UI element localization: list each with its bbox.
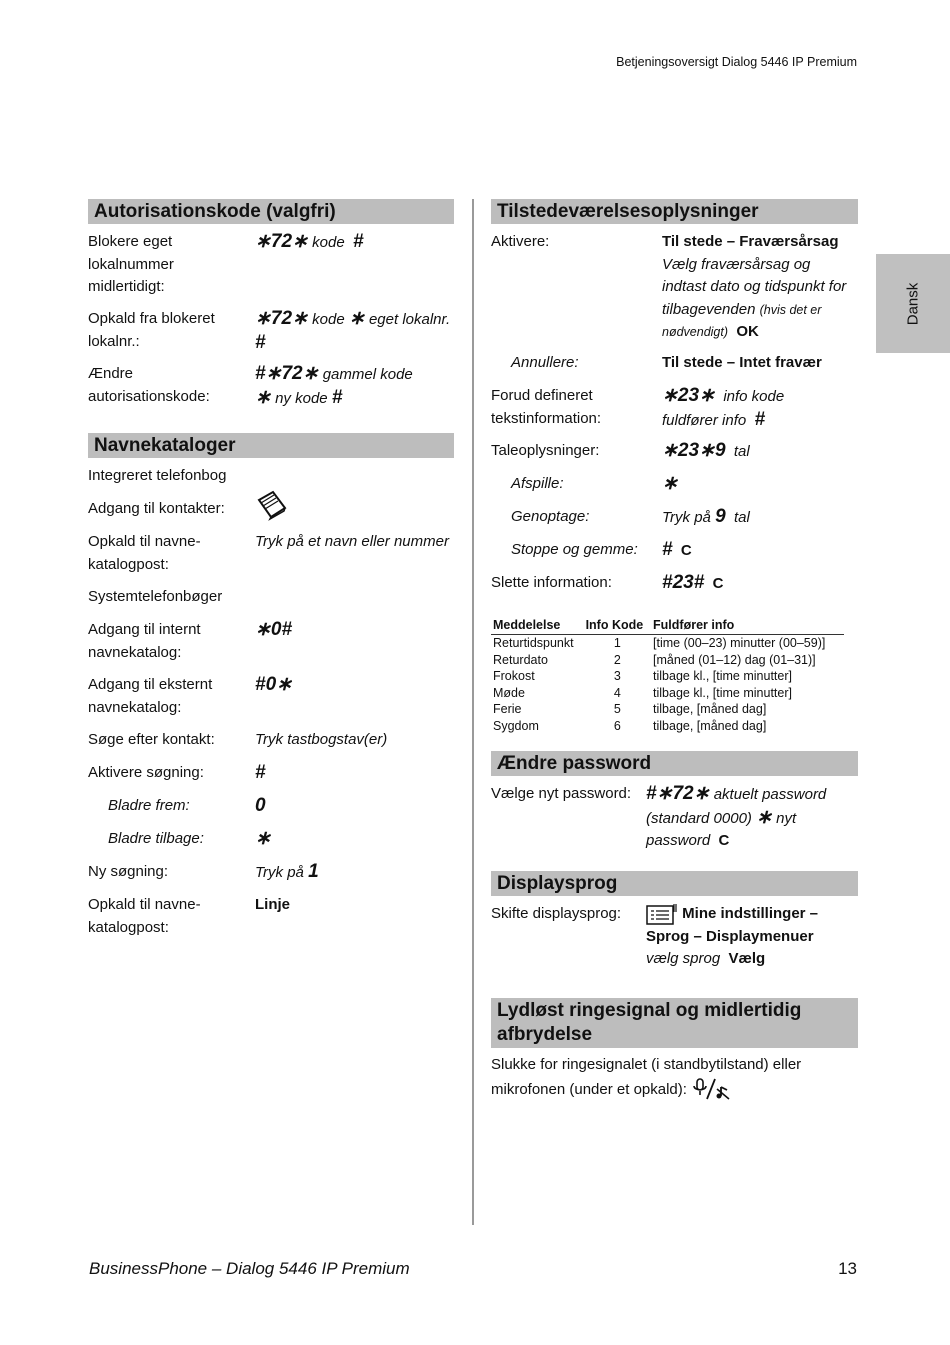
right-column (491, 199, 858, 1103)
running-header: Betjeningsoversigt Dialog 5446 IP Premium (616, 55, 857, 69)
key-code: ∗23∗9 (662, 440, 726, 461)
table-cell: tilbage, [måned dag] (653, 718, 767, 733)
table-cell: tilbage, [måned dag] (653, 702, 767, 716)
language-tab (876, 254, 950, 353)
call-catalog-row (88, 531, 454, 586)
display-section-title: Displaysprog (491, 871, 858, 896)
footer-title: BusinessPhone – Dialog 5446 IP Premium (89, 1259, 410, 1278)
auth-row-block (88, 231, 454, 297)
play-label: Afspille: (511, 475, 564, 492)
cancel-label: Annullere: (511, 354, 579, 371)
predefined-label: Forud defineret tekstinformation: (491, 387, 602, 427)
voice-label: Taleoplysninger: (491, 442, 600, 459)
stop-row (491, 539, 858, 572)
internal-code: ∗0# (255, 619, 293, 640)
page-number: 13 (838, 1259, 857, 1278)
call2-label: Opkald til navne-katalogpost: (88, 896, 201, 936)
record-key: 9 (715, 506, 726, 527)
table-row (491, 652, 844, 669)
key-code: #23# (662, 572, 705, 593)
play-key: ∗ (662, 473, 678, 494)
presence-instruction: Vælg fraværsårsag og indtast dato og tidspunkt for tilbagevenden (662, 255, 847, 318)
code-text: kode (312, 311, 345, 328)
search-row (88, 729, 454, 762)
new-search-text: Tryk på (255, 864, 304, 881)
password-section-title: Ændre password (491, 751, 858, 776)
names-subheading-system: Systemtelefonbøger (88, 588, 223, 605)
table-cell: 3 (613, 669, 621, 683)
voice-row (491, 440, 858, 473)
left-column (88, 199, 454, 938)
password-label: Vælge nyt password: (491, 785, 632, 802)
presence-cancel-row (491, 352, 858, 385)
hash-key: # (353, 231, 364, 252)
record-text: tal (734, 509, 750, 526)
display-instruction: vælg sprog (646, 950, 721, 967)
mute-section-title: Lydløst ringesignal og midlertidig afbrydelse (491, 998, 858, 1048)
table-cell: Returdato (493, 652, 548, 667)
stop-label: Stoppe og gemme: (511, 541, 638, 558)
activate-row (88, 762, 454, 795)
table-header: Fuldfører info (651, 616, 844, 635)
code-text: ny kode (275, 389, 328, 407)
forward-key: 0 (255, 795, 266, 816)
code-text: tal (733, 443, 750, 460)
forward-label: Bladre frem: (108, 797, 190, 814)
table-row (491, 701, 844, 718)
password-row (491, 783, 858, 853)
mute-text: Slukke for ringesignalet (i standbytilstand) eller mikrofonen (under et opkald): (491, 1056, 802, 1098)
table-cell: Frokost (493, 669, 535, 683)
search-value: Tryk tastbogstav(er) (255, 731, 388, 748)
names-subheading-integrated: Integreret telefonbog (88, 467, 227, 484)
star-key: ∗ (756, 806, 772, 828)
table-cell: [time (00–23) minutter (00–59)] (653, 636, 826, 650)
record-row (491, 506, 858, 539)
activate-label: Aktivere søgning: (88, 764, 204, 781)
table-cell: 2 (613, 652, 621, 667)
table-cell: Returtidspunkt (493, 636, 574, 650)
record-label: Genoptage: (511, 508, 590, 525)
stop-key: # (662, 539, 673, 560)
internal-row (88, 619, 454, 674)
code-text: info kode (723, 388, 785, 405)
hash-key: # (331, 386, 343, 408)
column-divider (472, 199, 474, 1225)
code-text: gammel kode (322, 366, 413, 383)
delete-row (491, 572, 858, 605)
new-search-row (88, 861, 454, 894)
table-header: Info Kode (584, 616, 651, 635)
line-button-label: Linje (255, 896, 291, 913)
auth-row-label: Blokere eget lokalnummer midlertidigt: (88, 233, 174, 295)
key-code: ∗72∗ (255, 231, 308, 252)
table-cell: 1 (613, 636, 621, 650)
table-cell: 6 (613, 718, 621, 733)
auth-row-label: Ændre autorisationskode: (88, 365, 210, 405)
mute-icon (691, 1077, 733, 1103)
internal-label: Adgang til internt navnekatalog: (88, 621, 201, 661)
language-tab-label: Dansk (904, 282, 922, 325)
c-key: C (718, 832, 730, 849)
activate-label: Aktivere: (491, 233, 550, 250)
settings-menu-icon (646, 903, 678, 925)
call-catalog-value: Tryk på et navn eller nummer (255, 533, 449, 550)
auth-row-change (88, 363, 454, 407)
display-row (491, 903, 858, 986)
external-code: #0∗ (255, 674, 293, 695)
auth-row-call (88, 308, 454, 352)
cancel-value: Til stede – Intet fravær (662, 354, 822, 371)
c-key: C (712, 575, 724, 592)
ok-label: OK (736, 323, 759, 340)
select-label: Vælg (728, 950, 766, 967)
star-key: ∗ (348, 308, 365, 329)
table-cell: tilbage kl., [time minutter] (653, 669, 792, 683)
names-section-title: Navnekataloger (88, 433, 454, 458)
display-menu-path: Mine indstillinger – Sprog – Displaymenuer (646, 905, 819, 945)
activate-key: # (255, 762, 266, 783)
password-text: aktuelt password (standard 0000) (646, 786, 827, 827)
info-code-table (491, 616, 844, 734)
table-cell: Ferie (493, 702, 522, 716)
forward-row (88, 795, 454, 828)
phonebook-icon (255, 488, 289, 522)
call2-row (88, 894, 454, 938)
key-code: ∗72∗ (255, 308, 308, 329)
presence-note: (hvis det er nødvendigt) (662, 302, 822, 339)
key-code: #∗72∗ (646, 783, 710, 804)
star-key: ∗ (255, 386, 271, 408)
new-search-label: Ny søgning: (88, 863, 169, 880)
table-row (491, 718, 844, 735)
code-text: eget lokalnr. (368, 311, 451, 328)
back-label: Bladre tilbage: (108, 830, 204, 847)
key-code: #∗72∗ (255, 363, 319, 384)
table-cell: 4 (613, 685, 621, 700)
presence-section-title: Tilstedeværelsesoplysninger (491, 199, 858, 224)
table-cell: tilbage kl., [time minutter] (653, 685, 792, 700)
delete-label: Slette information: (491, 574, 612, 591)
code-text: kode (312, 234, 345, 251)
external-row (88, 674, 454, 729)
hash-key: # (754, 408, 766, 430)
table-row (491, 668, 844, 685)
table-cell: Sygdom (493, 718, 539, 733)
presence-menu-path: Til stede – Fraværsårsag (662, 233, 839, 250)
record-text: Tryk på (662, 509, 711, 526)
table-row (491, 685, 844, 702)
presence-activate-row (491, 231, 858, 352)
table-row (491, 635, 844, 652)
contacts-row (88, 498, 454, 531)
auth-row-label: Opkald fra blokeret lokalnr.: (88, 310, 215, 350)
new-search-key: 1 (308, 861, 319, 882)
predefined-row (491, 385, 858, 440)
table-cell: 5 (613, 702, 621, 716)
contacts-label: Adgang til kontakter: (88, 500, 225, 517)
c-key: C (680, 542, 692, 559)
search-label: Søge efter kontakt: (88, 731, 215, 748)
table-cell: Møde (493, 685, 525, 700)
play-row (491, 473, 858, 506)
auth-section-title: Autorisationskode (valgfri) (88, 199, 454, 224)
table-cell: [måned (01–12) dag (01–31)] (653, 652, 816, 667)
password-text: nyt password (646, 809, 797, 849)
call-catalog-label: Opkald til navne-katalogpost: (88, 533, 201, 573)
display-label: Skifte displaysprog: (491, 905, 622, 922)
back-key: ∗ (255, 828, 271, 849)
mute-row (491, 1054, 821, 1103)
key-code: ∗23∗ (662, 385, 715, 406)
hash-key: # (255, 331, 266, 353)
external-label: Adgang til eksternt navnekatalog: (88, 676, 213, 716)
back-row (88, 828, 454, 861)
code-text: fuldfører info (662, 411, 747, 429)
table-header: Meddelelse (491, 616, 584, 635)
